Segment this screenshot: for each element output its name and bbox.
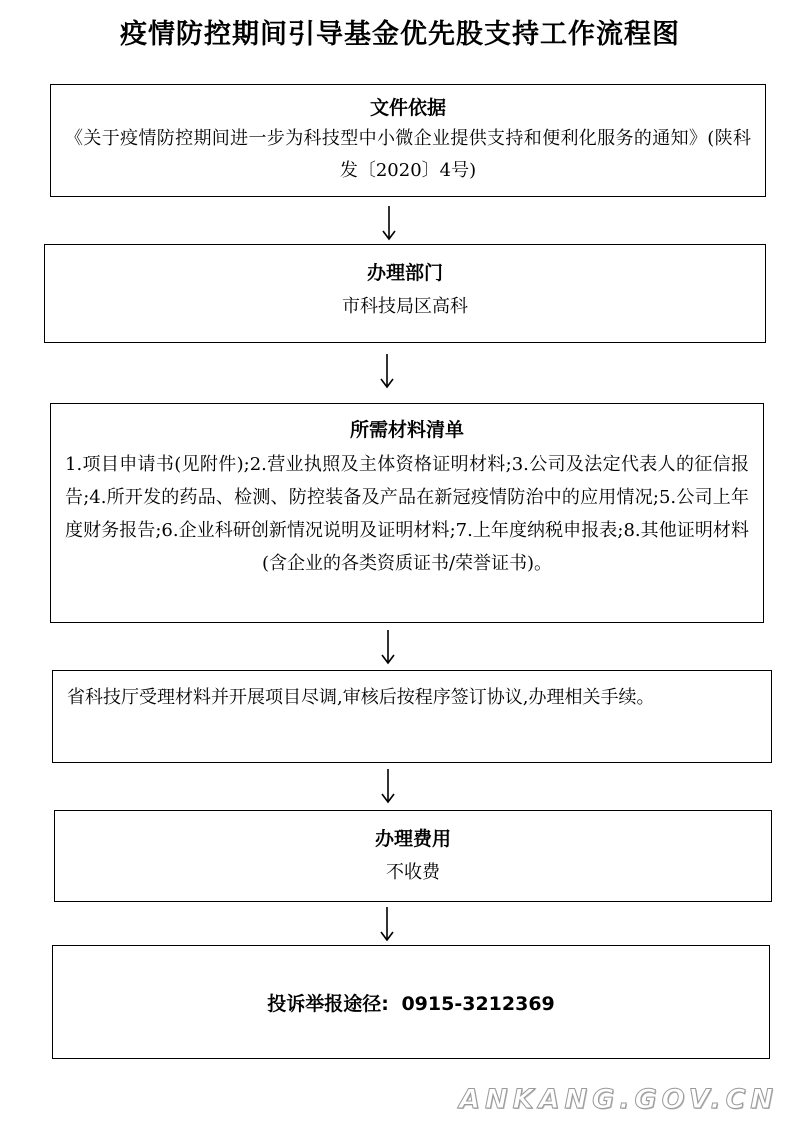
step-basis-body: 《关于疫情防控期间进一步为科技型中小微企业提供支持和便利化服务的通知》(陕科发〔2020〕4号)	[65, 128, 751, 181]
step-basis-heading: 文件依据	[369, 97, 446, 119]
step-department-body: 市科技局区高科	[342, 296, 468, 317]
step-materials-box	[50, 403, 764, 623]
step-fees-box	[54, 810, 772, 902]
step-fees-body: 不收费	[386, 862, 440, 883]
arrow-down-icon	[378, 767, 398, 807]
step-department-heading: 办理部门	[366, 262, 443, 284]
page-title: 疫情防控期间引导基金优先股支持工作流程图	[120, 19, 680, 50]
step-materials-heading: 所需材料清单	[349, 419, 464, 441]
arrow-down-icon	[377, 352, 397, 392]
arrow-down-icon	[378, 628, 398, 668]
site-watermark: ANKANG.GOV.CN	[459, 1084, 778, 1115]
step-fees-heading: 办理费用	[374, 828, 451, 850]
step-review-body: 省科技厅受理材料并开展项目尽调,审核后按程序签订协议,办理相关手续。	[67, 687, 655, 708]
complaint-phone: 0915-3212369	[401, 992, 555, 1015]
complaint-label: 投诉举报途径:	[267, 992, 389, 1015]
arrow-down-icon	[377, 905, 397, 945]
step-complaint-box	[52, 945, 770, 1059]
step-basis-box	[50, 84, 766, 197]
arrow-down-icon	[379, 204, 399, 244]
step-review-box	[52, 670, 772, 763]
step-department-box	[44, 244, 766, 343]
step-materials-body: 1.项目申请书(见附件);2.营业执照及主体资格证明材料;3.公司及法定代表人的征信报告;4.所开发的药品、检测、防控装备及产品在新冠疫情防治中的应用情况;5.公司上年度财务报告;6.企业科研创新情况说明及证明材料;7.上年度纳税申报表;8.其他证明材料(含企业的各类资质证书/荣誉证书)。	[65, 454, 749, 574]
